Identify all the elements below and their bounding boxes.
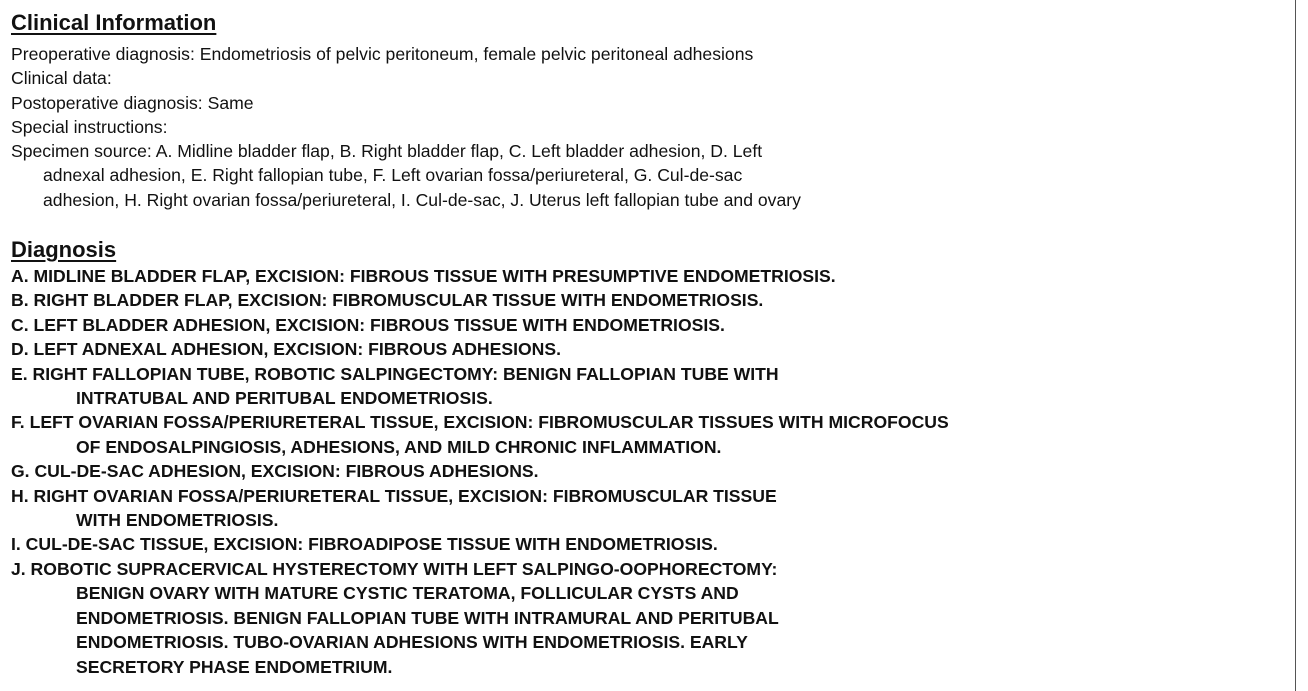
diagnosis-line: OF ENDOSALPINGIOSIS, ADHESIONS, AND MILD CHRONIC INFLAMMATION. [76, 436, 722, 457]
diagnosis-line: J. ROBOTIC SUPRACERVICAL HYSTERECTOMY WITH LEFT SALPINGO-OOPHORECTOMY: [11, 558, 778, 579]
clinical-information-heading: Clinical Information [11, 10, 217, 35]
diagnosis-line: D. LEFT ADNEXAL ADHESION, EXCISION: FIBROUS ADHESIONS. [11, 339, 562, 360]
clinical-line: Clinical data: [11, 68, 112, 89]
diagnosis-line: INTRATUBAL AND PERITUBAL ENDOMETRIOSIS. [76, 388, 493, 409]
diagnosis-line: BENIGN OVARY WITH MATURE CYSTIC TERATOMA, FOLLICULAR CYSTS AND [76, 583, 739, 604]
diagnosis-line: G. CUL-DE-SAC ADHESION, EXCISION: FIBROUS ADHESIONS. [11, 461, 539, 482]
clinical-line: Postoperative diagnosis: Same [11, 92, 254, 113]
diagnosis-heading: Diagnosis [11, 237, 117, 262]
diagnosis-line: E. RIGHT FALLOPIAN TUBE, ROBOTIC SALPINGECTOMY: BENIGN FALLOPIAN TUBE WITH [11, 363, 779, 384]
diagnosis-line: ENDOMETRIOSIS. TUBO-OVARIAN ADHESIONS WITH ENDOMETRIOSIS. EARLY [76, 632, 748, 653]
diagnosis-line: C. LEFT BLADDER ADHESION, EXCISION: FIBROUS TISSUE WITH ENDOMETRIOSIS. [11, 314, 725, 335]
diagnosis-line: B. RIGHT BLADDER FLAP, EXCISION: FIBROMUSCULAR TISSUE WITH ENDOMETRIOSIS. [11, 290, 764, 311]
diagnosis-line: H. RIGHT OVARIAN FOSSA/PERIURETERAL TISSUE, EXCISION: FIBROMUSCULAR TISSUE [11, 485, 777, 506]
diagnosis-body [11, 264, 949, 679]
diagnosis-line: I. CUL-DE-SAC TISSUE, EXCISION: FIBROADIPOSE TISSUE WITH ENDOMETRIOSIS. [11, 534, 718, 555]
clinical-information-body [11, 42, 801, 212]
clinical-line: Special instructions: [11, 116, 168, 137]
clinical-line: adhesion, H. Right ovarian fossa/periureteral, I. Cul-de-sac, J. Uterus left fallopian tube and ovary [43, 189, 801, 210]
clinical-line: Specimen source: A. Midline bladder flap, B. Right bladder flap, C. Left bladder adhesion, D. Left [11, 141, 763, 162]
diagnosis-line: A. MIDLINE BLADDER FLAP, EXCISION: FIBROUS TISSUE WITH PRESUMPTIVE ENDOMETRIOSIS. [11, 266, 836, 286]
diagnosis-line: WITH ENDOMETRIOSIS. [76, 510, 279, 531]
diagnosis-line: F. LEFT OVARIAN FOSSA/PERIURETERAL TISSUE, EXCISION: FIBROMUSCULAR TISSUES WITH MICROFOCUS [11, 412, 949, 433]
diagnosis-line: SECRETORY PHASE ENDOMETRIUM. [76, 656, 393, 677]
clinical-line: adnexal adhesion, E. Right fallopian tube, F. Left ovarian fossa/periureteral, G. Cul-de-sac [43, 165, 743, 186]
diagnosis-line: ENDOMETRIOSIS. BENIGN FALLOPIAN TUBE WITH INTRAMURAL AND PERITUBAL [76, 607, 779, 628]
clinical-line: Preoperative diagnosis: Endometriosis of pelvic peritoneum, female pelvic peritoneal adhesions [11, 44, 754, 64]
